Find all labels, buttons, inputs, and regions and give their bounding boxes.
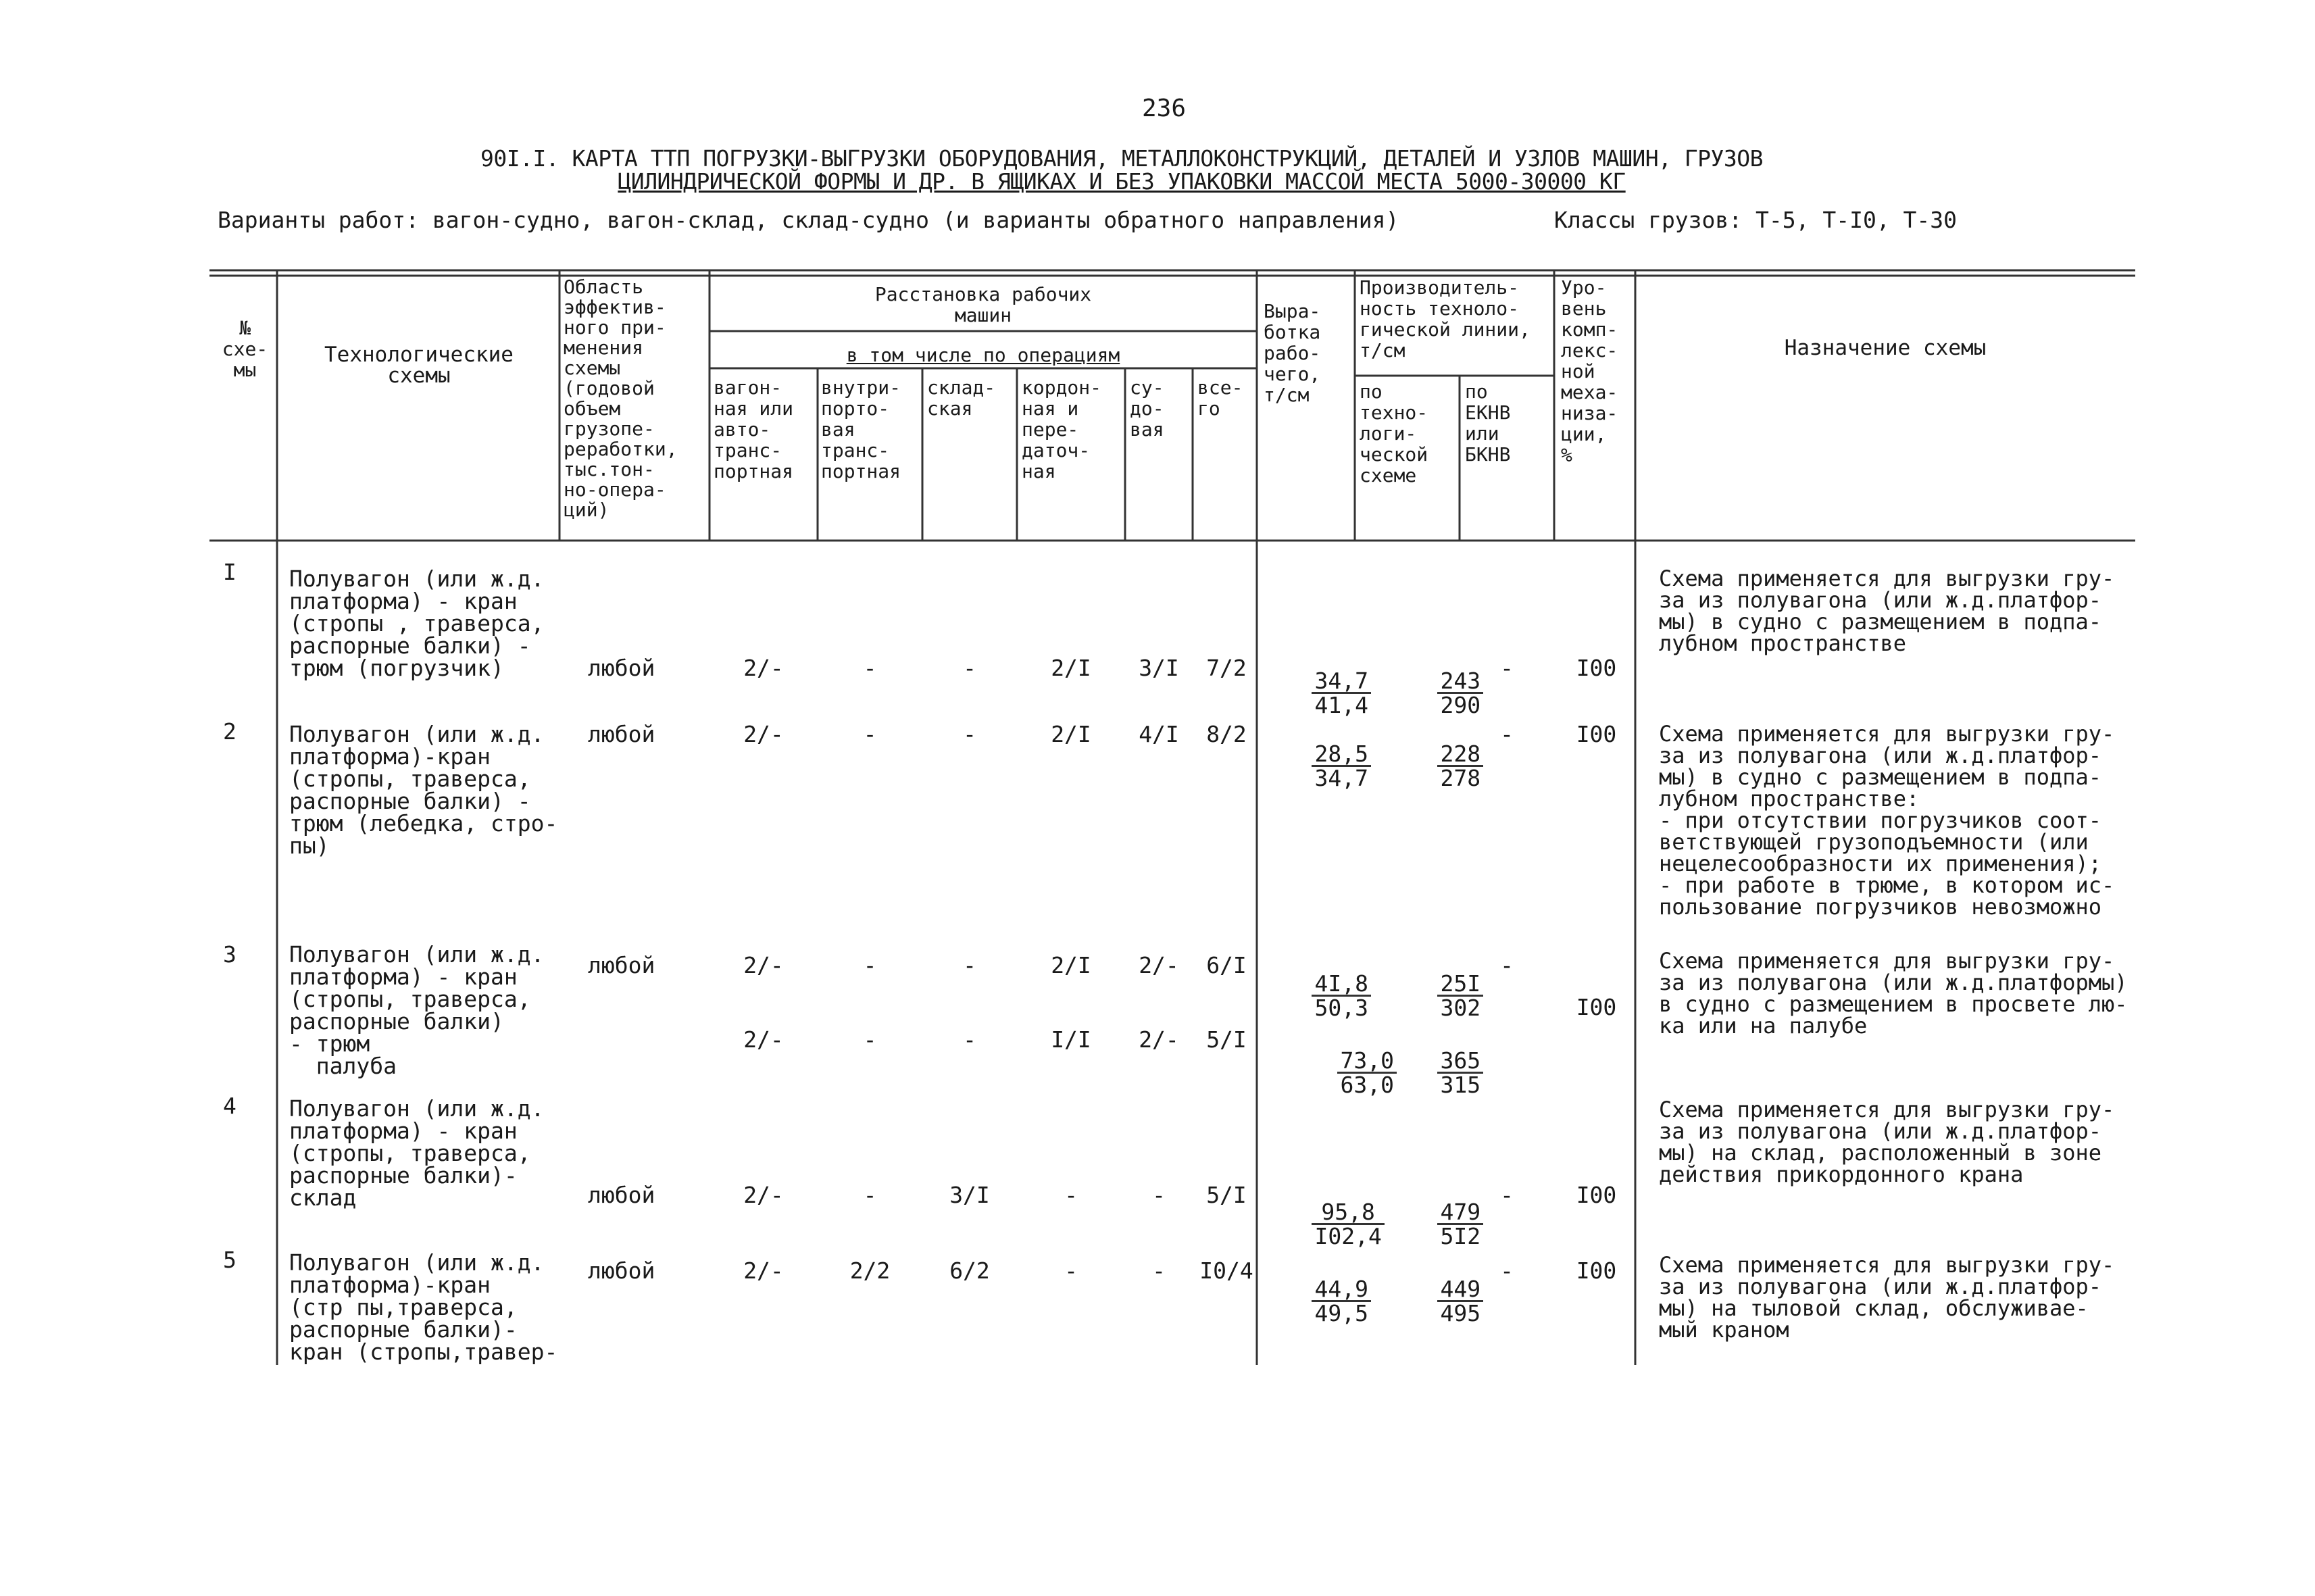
row-area: любой xyxy=(588,655,655,681)
row-wagon: 2/- xyxy=(743,1257,784,1284)
cargo-classes: Классы грузов: Т-5, Т-I0, Т-30 xyxy=(1554,207,1958,233)
header-ship-operation: су- до- вая xyxy=(1130,376,1164,441)
page-number: 236 xyxy=(1142,95,1187,122)
row-output xyxy=(1258,1255,1371,1347)
row-total-alt: 5/I xyxy=(1206,1026,1247,1053)
row-cordon: 2/I xyxy=(1051,721,1091,747)
row-storage-alt: - xyxy=(963,1026,976,1053)
row-eknv: - xyxy=(1500,721,1514,747)
title-line-1: 90I.I. КАРТА ТТП ПОГРУЗКИ-ВЫГРУЗКИ ОБОРУДОВАНИЯ, МЕТАЛЛОКОНСТРУКЦИЙ, ДЕТАЛЕЙ И УЗЛОВ МАШИН, ГРУЗОВ xyxy=(480,145,1764,172)
header-line-productivity: Производитель- ность техноло- гической линии, т/см xyxy=(1360,276,1530,361)
row-inner: - xyxy=(863,655,877,681)
row-total: 6/I xyxy=(1206,952,1247,978)
row-eknv: - xyxy=(1500,1257,1514,1284)
row-number: 4 xyxy=(223,1093,237,1119)
row-scheme: Полувагон (или ж.д. платформа)-кран (стр пы,траверса, распорные балки)- кран (стропы,травер- xyxy=(289,1249,558,1365)
productivity-numerator: 365 xyxy=(1437,1049,1483,1074)
output-numerator: 4I,8 xyxy=(1312,972,1370,997)
productivity-denominator: 302 xyxy=(1440,995,1481,1021)
productivity-denominator: 315 xyxy=(1440,1072,1481,1098)
row-total: I0/4 xyxy=(1199,1257,1253,1284)
output-numerator: 73,0 xyxy=(1337,1049,1396,1074)
header-storage-operation: склад- ская xyxy=(927,376,996,420)
row-number: 5 xyxy=(223,1247,237,1273)
row-scheme: Полувагон (или ж.д. платформа)-кран (стропы, траверса, распорные балки) - трюм (лебедка, стро- пы) xyxy=(289,721,558,859)
row-storage: - xyxy=(963,721,976,747)
output-numerator: 95,8 xyxy=(1312,1201,1384,1225)
row-ship-alt: 2/- xyxy=(1139,1026,1179,1053)
row-cordon: - xyxy=(1064,1257,1078,1284)
row-area: любой xyxy=(588,721,655,747)
output-numerator: 28,5 xyxy=(1312,743,1370,767)
output-denominator: 34,7 xyxy=(1314,765,1368,791)
row-area: любой xyxy=(588,1182,655,1208)
header-inner-port-transport: внутри- порто- вая транс- портная xyxy=(821,376,901,482)
output-denominator: 50,3 xyxy=(1314,995,1368,1021)
title-line-2: ЦИЛИНДРИЧЕСКОЙ ФОРМЫ И ДР. В ЯЩИКАХ И БЕЗ УПАКОВКИ МАССОЙ МЕСТА 5000-30000 КГ xyxy=(618,168,1626,195)
row-scheme: Полувагон (или ж.д. платформа) - кран (стропы, траверса, распорные балки)- склад xyxy=(289,1095,545,1211)
row-storage: - xyxy=(963,952,976,978)
row-output xyxy=(1258,720,1371,812)
row-ship: - xyxy=(1152,1257,1166,1284)
row-eknv: - xyxy=(1500,1182,1514,1208)
row-scheme: Полувагон (или ж.д. платформа) - кран (стропы , траверса, распорные балки) - трюм (погрузчик) xyxy=(289,566,545,681)
row-ship: 4/I xyxy=(1139,721,1179,747)
row-scheme: Полувагон (или ж.д. платформа) - кран (стропы, траверса, распорные балки) - трюм палуба xyxy=(289,941,545,1079)
row-wagon: 2/- xyxy=(743,655,784,681)
row-cordon: 2/I xyxy=(1051,952,1091,978)
header-by-operations: в том числе по операциям xyxy=(846,344,1120,366)
row-mechanization-level: I00 xyxy=(1576,655,1617,681)
row-wagon: 2/- xyxy=(743,1182,784,1208)
header-mechanization-level: Уро- вень комп- лекс- ной меха- низа- ции, % xyxy=(1561,276,1618,466)
productivity-numerator: 479 xyxy=(1437,1201,1483,1225)
row-ship: - xyxy=(1152,1182,1166,1208)
row-wagon: 2/- xyxy=(743,952,784,978)
header-cordon-operation: кордон- ная и пере- даточ- ная xyxy=(1022,376,1102,482)
row-number: 3 xyxy=(223,941,237,968)
row-cordon-alt: I/I xyxy=(1051,1026,1091,1053)
row-inner-alt: - xyxy=(863,1026,877,1053)
header-by-tech-scheme: по техно- логи- ческой схеме xyxy=(1360,380,1428,487)
row-ship: 3/I xyxy=(1139,655,1179,681)
productivity-denominator: 5I2 xyxy=(1440,1223,1481,1249)
header-by-eknv: по ЕКНВ или БКНВ xyxy=(1465,380,1511,466)
row-number: 2 xyxy=(223,718,237,745)
row-purpose: Схема применяется для выгрузки гру- за из полувагона (или ж.д.платформы) в судно с размещением в просвете лю- ка или на палубе xyxy=(1659,948,2128,1039)
row-mechanization-level: I00 xyxy=(1576,1257,1617,1284)
row-storage: 6/2 xyxy=(949,1257,990,1284)
output-denominator: 49,5 xyxy=(1314,1300,1368,1326)
row-cordon: 2/I xyxy=(1051,655,1091,681)
productivity-denominator: 495 xyxy=(1440,1300,1481,1326)
row-cordon: - xyxy=(1064,1182,1078,1208)
row-ship: 2/- xyxy=(1139,952,1179,978)
row-wagon: 2/- xyxy=(743,721,784,747)
output-denominator: 63,0 xyxy=(1340,1072,1394,1098)
row-purpose: Схема применяется для выгрузки гру- за из полувагона (или ж.д.платфор- мы) в судно с размещением в подпа- лубном пространстве: - при отсутствии погрузчиков соот- ветствующей грузоподъемности (или нецелесообразности их применения); - при работе в трюме, в котором ис- пользование погрузчиков невозможно xyxy=(1659,721,2115,920)
row-total: 7/2 xyxy=(1206,655,1247,681)
output-numerator: 44,9 xyxy=(1312,1278,1370,1302)
productivity-numerator: 228 xyxy=(1437,743,1483,767)
header-scheme-purpose: Назначение схемы xyxy=(1784,336,1987,360)
header-application-area: Область эффектив- ного при- менения схемы (годовой объем грузопе- реработки, тыс.тон- но-опера- ций) xyxy=(564,276,678,521)
row-eknv: - xyxy=(1500,655,1514,681)
row-mechanization-level: I00 xyxy=(1576,994,1617,1020)
header-worker-output: Выра- ботка рабо- чего, т/см xyxy=(1264,300,1321,406)
productivity-numerator: 449 xyxy=(1437,1278,1483,1302)
header-machine-placement: Расстановка рабочих машин xyxy=(874,283,1092,326)
row-output-alt xyxy=(1284,1027,1397,1118)
row-inner: - xyxy=(863,1182,877,1208)
header-wagon-operation: вагон- ная или авто- транс- портная xyxy=(714,376,794,482)
row-purpose: Схема применяется для выгрузки гру- за из полувагона (или ж.д.платфор- мы) на склад, расположенный в зоне действия прикордонного крана xyxy=(1659,1097,2115,1187)
row-storage: 3/I xyxy=(949,1182,990,1208)
row-mechanization-level: I00 xyxy=(1576,721,1617,747)
row-total: 8/2 xyxy=(1206,721,1247,747)
header-scheme-number: № схе- мы xyxy=(222,317,268,381)
row-purpose: Схема применяется для выгрузки гру- за из полувагона (или ж.д.платфор- мы) на тыловой склад, обслуживае- мый краном xyxy=(1659,1252,2115,1343)
row-inner: - xyxy=(863,952,877,978)
row-area: любой xyxy=(588,1257,655,1284)
header-technological-schemes: Технологические схемы xyxy=(324,343,514,388)
output-numerator: 34,7 xyxy=(1312,670,1370,694)
row-total: 5/I xyxy=(1206,1182,1247,1208)
productivity-numerator: 25I xyxy=(1437,972,1483,997)
productivity-denominator: 290 xyxy=(1440,692,1481,718)
document-title xyxy=(378,147,1865,193)
row-inner: 2/2 xyxy=(849,1257,891,1284)
row-productivity-alt xyxy=(1384,1027,1483,1118)
row-purpose: Схема применяется для выгрузки гру- за из полувагона (или ж.д.платфор- мы) в судно с размещением в подпа- лубном пространстве xyxy=(1659,566,2115,656)
row-area: любой xyxy=(588,952,655,978)
row-wagon-alt: 2/- xyxy=(743,1026,784,1053)
output-denominator: 41,4 xyxy=(1314,692,1368,718)
output-denominator: I02,4 xyxy=(1314,1223,1382,1249)
row-eknv: - xyxy=(1500,952,1514,978)
row-number: I xyxy=(223,559,237,585)
header-total: все- го xyxy=(1197,376,1243,420)
row-mechanization-level: I00 xyxy=(1576,1182,1617,1208)
row-inner: - xyxy=(863,721,877,747)
row-storage: - xyxy=(963,655,976,681)
work-variants: Варианты работ: вагон-судно, вагон-склад, склад-судно (и варианты обратного направления) xyxy=(218,207,1399,233)
productivity-numerator: 243 xyxy=(1437,670,1483,694)
productivity-denominator: 278 xyxy=(1440,765,1481,791)
